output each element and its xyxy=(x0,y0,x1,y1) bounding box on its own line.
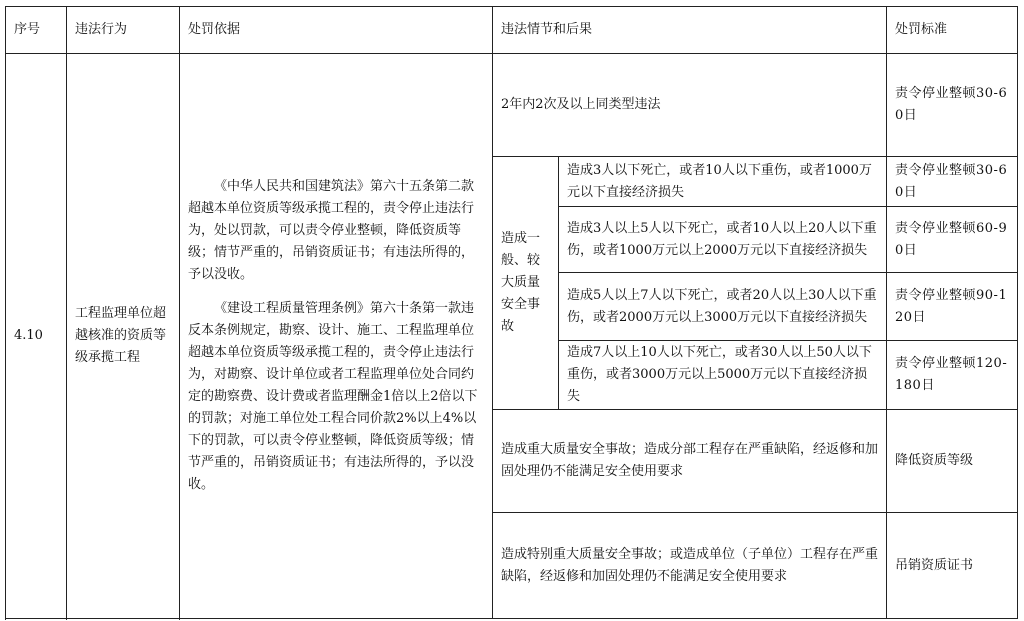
standard-cell: 责令停业整顿120-180日 xyxy=(887,341,1018,410)
basis-cell xyxy=(180,54,493,619)
standard-cell: 责令停业整顿90-120日 xyxy=(887,273,1018,341)
circumstance-cell: 造成3人以上5人以下死亡，或者10人以上20人以下重伤，或者1000万元以上2000万元以下直接经济损失 xyxy=(559,207,887,273)
header-basis: 处罚依据 xyxy=(180,7,493,54)
circumstance-cell: 造成3人以下死亡，或者10人以下重伤，或者1000万元以下直接经济损失 xyxy=(559,157,887,207)
circumstance-cell: 造成7人以上10人以下死亡，或者30人以上50人以下重伤，或者3000万元以上5000万元以下直接经济损失 xyxy=(559,341,887,410)
behavior-cell: 工程监理单位超越核准的资质等级承揽工程 xyxy=(67,54,180,619)
header-seq: 序号 xyxy=(6,7,67,54)
standard-cell: 责令停业整顿30-60日 xyxy=(887,54,1018,157)
circumstance-cell: 造成重大质量安全事故；造成分部工程存在严重缺陷，经返修和加固处理仍不能满足安全使用要求 xyxy=(493,410,887,513)
seq-cell: 4.10 xyxy=(6,54,67,619)
header-circumstance: 违法情节和后果 xyxy=(493,7,887,54)
standard-cell: 责令停业整顿60-90日 xyxy=(887,207,1018,273)
circumstance-cell: 造成5人以上7人以下死亡，或者20人以上30人以下重伤，或者2000万元以上3000万元以下直接经济损失 xyxy=(559,273,887,341)
basis-paragraph-construction-law: 《中华人民共和国建筑法》第六十五条第二款超越本单位资质等级承揽工程的，责令停止违法行为，处以罚款，可以责令停业整顿，降低资质等级；情节严重的，吊销资质证书；有违法所得的，予以没收。 xyxy=(188,179,475,282)
circumstance-cell: 造成特别重大质量安全事故；或造成单位（子单位）工程存在严重缺陷，经返修和加固处理仍不能满足安全使用要求 xyxy=(493,513,887,619)
standard-cell: 责令停业整顿30-60日 xyxy=(887,157,1018,207)
basis-paragraph-quality-regulation: 《建设工程质量管理条例》第六十条第一款违反本条例规定，勘察、设计、施工、工程监理单位超越本单位资质等级承揽工程的，责令停止违法行为，对勘察、设计单位或者工程监理单位处合同约定的勘察费、设计费或者监理酬金1倍以上2倍以下的罚款；对施工单位处工程合同价款2%以上4%以下的罚款，可以责令停业整顿，降低资质等级；情节严重的，吊销资质证书；有违法所得的，予以没收。 xyxy=(188,301,478,492)
penalty-table xyxy=(5,6,1018,619)
table-row xyxy=(6,54,1018,157)
standard-cell: 吊销资质证书 xyxy=(887,513,1018,619)
standard-cell: 降低资质等级 xyxy=(887,410,1018,513)
accident-type-cell: 造成一般、较大质量安全事故 xyxy=(493,157,559,410)
circumstance-cell: 2年内2次及以上同类型违法 xyxy=(493,54,887,157)
header-behavior: 违法行为 xyxy=(67,7,180,54)
header-row xyxy=(6,7,1018,54)
header-standard: 处罚标准 xyxy=(887,7,1018,54)
